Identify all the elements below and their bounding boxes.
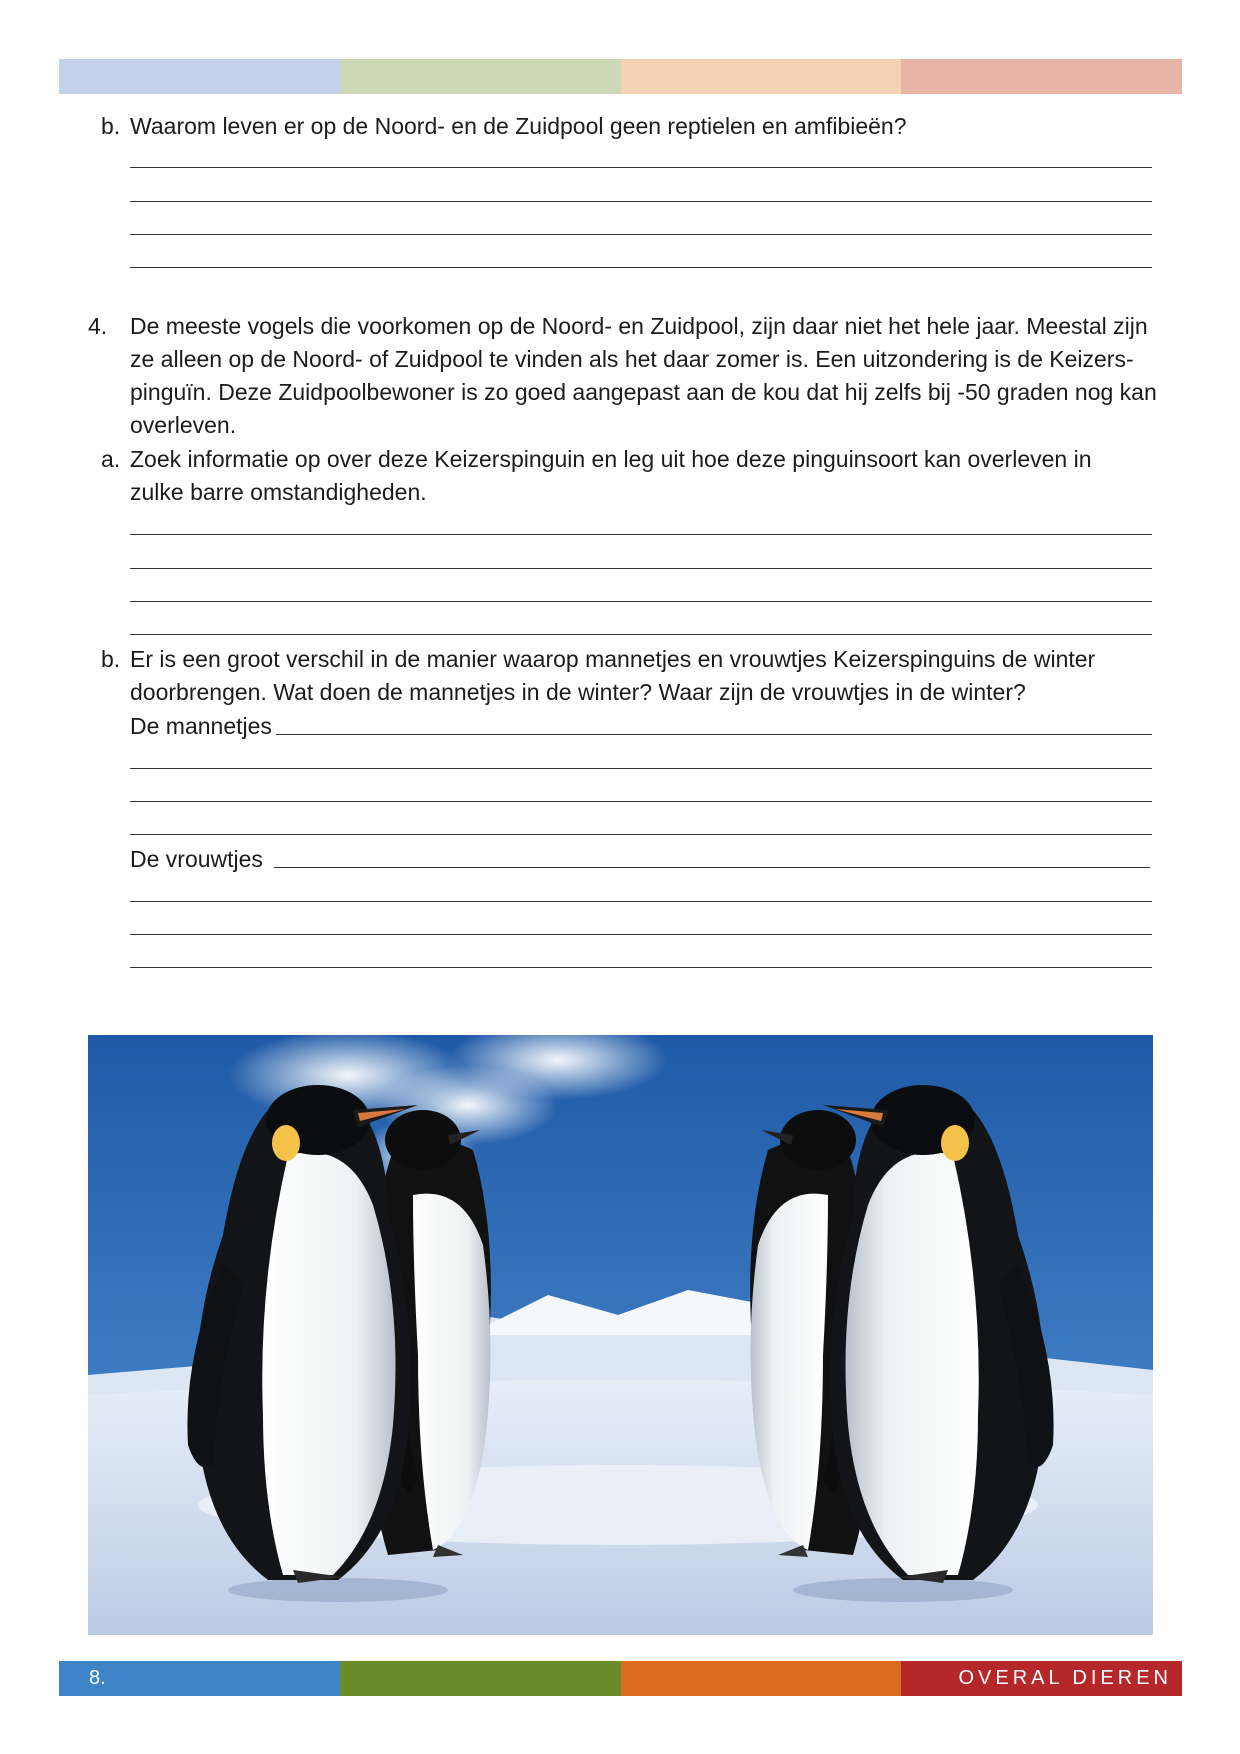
answer-line-3b-2[interactable] bbox=[130, 201, 1152, 202]
page-number: 8. bbox=[89, 1667, 106, 1689]
answer-line-3b-1[interactable] bbox=[130, 167, 1152, 168]
answer-line-males-2[interactable] bbox=[130, 768, 1152, 769]
answer-line-males-4[interactable] bbox=[130, 834, 1152, 835]
question-4-line-2: ze alleen op de Noord- of Zuidpool te vinden als het daar zomer is. Een uitzondering is de Keizers- bbox=[130, 346, 1134, 372]
answer-line-4a-1[interactable] bbox=[130, 534, 1152, 535]
top-bar-segment-4 bbox=[901, 59, 1182, 94]
question-3b-text: Waarom leven er op de Noord- en de Zuidpool geen reptielen en amfibieën? bbox=[130, 113, 907, 139]
answer-line-3b-4[interactable] bbox=[130, 267, 1152, 268]
question-4a-line-2: zulke barre omstandigheden. bbox=[130, 479, 427, 505]
question-4-line-4: overleven. bbox=[130, 412, 237, 438]
top-color-bar bbox=[59, 59, 1182, 94]
top-bar-segment-2 bbox=[340, 59, 621, 94]
question-4b-label: b. bbox=[101, 646, 121, 672]
answer-line-4a-4[interactable] bbox=[130, 634, 1152, 635]
question-4a-line-1: Zoek informatie op over deze Keizerspinguin en leg uit hoe deze pinguinsoort kan overleven in bbox=[130, 446, 1092, 472]
question-4a-label: a. bbox=[101, 446, 121, 472]
top-bar-segment-1 bbox=[59, 59, 340, 94]
answer-line-females-4[interactable] bbox=[130, 967, 1152, 968]
answer-line-females-3[interactable] bbox=[130, 934, 1152, 935]
answer-line-4a-2[interactable] bbox=[130, 568, 1152, 569]
question-4b-line-1: Er is een groot verschil in de manier waarop mannetjes en vrouwtjes Keizerspinguins de winter bbox=[130, 646, 1096, 672]
males-label: De mannetjes bbox=[130, 713, 272, 739]
answer-line-females-1[interactable] bbox=[274, 867, 1150, 868]
top-bar-segment-3 bbox=[621, 59, 902, 94]
answer-line-3b-3[interactable] bbox=[130, 234, 1152, 235]
bottom-bar-segment-3 bbox=[621, 1661, 902, 1696]
question-4-line-3: pinguïn. Deze Zuidpoolbewoner is zo goed aangepast aan de kou dat hij zelfs bij -50 graden nog kan bbox=[130, 379, 1157, 405]
answer-line-males-1[interactable] bbox=[276, 734, 1152, 735]
answer-line-males-3[interactable] bbox=[130, 801, 1152, 802]
answer-line-4a-3[interactable] bbox=[130, 601, 1152, 602]
bottom-bar-segment-2 bbox=[340, 1661, 621, 1696]
question-4b-line-2: doorbrengen. Wat doen de mannetjes in de winter? Waar zijn de vrouwtjes in de winter? bbox=[130, 679, 1026, 705]
emperor-penguins-photo bbox=[88, 1035, 1153, 1635]
question-4-line-1: De meeste vogels die voorkomen op de Noord- en Zuidpool, zijn daar niet het hele jaar. Meestal zijn bbox=[130, 313, 1148, 339]
answer-line-females-2[interactable] bbox=[130, 901, 1152, 902]
females-label: De vrouwtjes bbox=[130, 846, 263, 872]
question-4-number: 4. bbox=[88, 313, 108, 339]
book-title: OVERAL DIEREN bbox=[958, 1667, 1172, 1689]
question-3b-label: b. bbox=[101, 113, 121, 139]
